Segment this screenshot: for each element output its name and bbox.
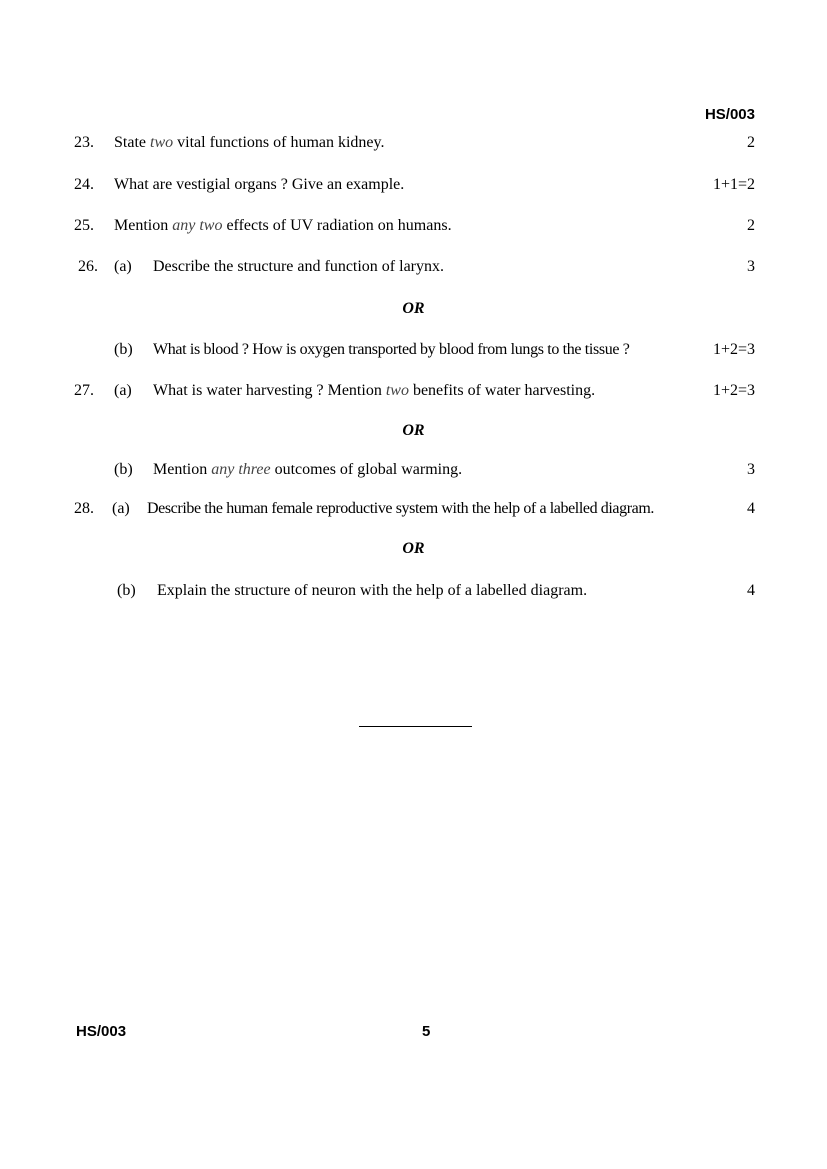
question-26b <box>0 341 827 363</box>
question-number: 26. <box>78 258 98 275</box>
footer-code: HS/003 <box>76 1023 127 1040</box>
question-text: Describe the human female reproductive system with the help of a labelled diagram. <box>147 500 655 517</box>
end-divider <box>359 726 472 727</box>
question-28a <box>0 500 827 522</box>
question-text: State two vital functions of human kidney. <box>114 134 385 151</box>
part-label: (a) <box>114 258 132 275</box>
question-23 <box>0 134 827 156</box>
question-24 <box>0 176 827 198</box>
or-divider: OR <box>402 540 425 557</box>
question-text: What is blood ? How is oxygen transported by blood from lungs to the tissue ? <box>153 341 630 358</box>
question-number: 28. <box>74 500 94 517</box>
question-marks: 4 <box>747 582 755 599</box>
question-text: What are vestigial organs ? Give an example. <box>114 176 405 193</box>
question-number: 25. <box>74 217 94 234</box>
question-marks: 1+1=2 <box>712 176 755 193</box>
question-marks: 3 <box>747 461 755 478</box>
question-marks: 3 <box>747 258 755 275</box>
question-text: Explain the structure of neuron with the help of a labelled diagram. <box>157 582 588 599</box>
question-number: 23. <box>74 134 94 151</box>
question-text: Mention any two effects of UV radiation on humans. <box>114 217 452 234</box>
question-text: Mention any three outcomes of global warming. <box>153 461 463 478</box>
question-27b <box>0 461 827 483</box>
part-label: (a) <box>114 382 132 399</box>
question-marks: 2 <box>747 217 755 234</box>
part-label: (b) <box>117 582 136 599</box>
question-28b <box>0 582 827 604</box>
question-marks: 1+2=3 <box>712 382 755 399</box>
part-label: (a) <box>112 500 130 517</box>
page-number: 5 <box>422 1023 431 1040</box>
question-text: Describe the structure and function of larynx. <box>153 258 445 275</box>
part-label: (b) <box>114 341 133 358</box>
question-marks: 4 <box>747 500 755 517</box>
question-text: What is water harvesting ? Mention two benefits of water harvesting. <box>153 382 596 399</box>
question-25 <box>0 217 827 239</box>
part-label: (b) <box>114 461 133 478</box>
or-divider: OR <box>402 300 425 317</box>
or-divider: OR <box>402 422 425 439</box>
question-marks: 2 <box>747 134 755 151</box>
question-number: 27. <box>74 382 94 399</box>
question-27a <box>0 382 827 404</box>
question-26a <box>0 258 827 280</box>
header-code: HS/003 <box>704 106 755 123</box>
question-number: 24. <box>74 176 94 193</box>
question-marks: 1+2=3 <box>712 341 755 358</box>
